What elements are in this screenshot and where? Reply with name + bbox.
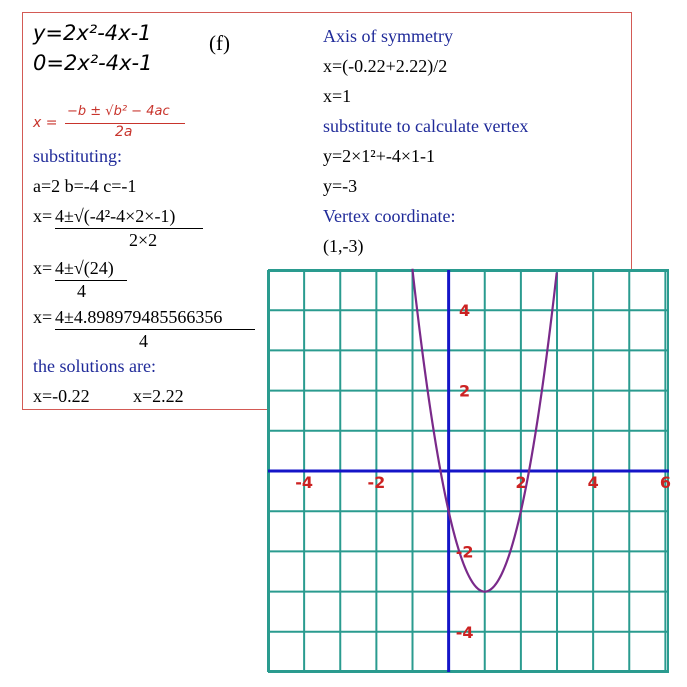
x-tick-label: -2 bbox=[367, 473, 386, 492]
axis-symmetry-label: Axis of symmetry bbox=[323, 26, 453, 46]
x-tick-label: 6 bbox=[659, 473, 671, 492]
vertex-coordinate-label: Vertex coordinate: bbox=[323, 206, 456, 226]
substituting-label: substituting: bbox=[33, 146, 123, 166]
step3-prefix: x= bbox=[33, 307, 53, 327]
step2-prefix: x= bbox=[33, 258, 53, 278]
vertex-coordinate: (1,-3) bbox=[323, 236, 364, 256]
solutions-label: the solutions are: bbox=[33, 356, 156, 376]
y-tick-label: -4 bbox=[455, 622, 474, 642]
parabola-graph bbox=[268, 270, 669, 672]
equation-zero: 0=2x²-4x-1 bbox=[33, 51, 153, 75]
step1-denominator: 2×2 bbox=[129, 230, 158, 250]
y-tick-label: 2 bbox=[459, 381, 471, 401]
vertex-calc-label: substitute to calculate vertex bbox=[323, 116, 529, 136]
step2-fraction-bar bbox=[55, 280, 127, 281]
step1-fraction-bar bbox=[55, 228, 203, 229]
step3-denominator: 4 bbox=[139, 331, 148, 351]
solution-1: x=-0.22 bbox=[33, 386, 90, 406]
x-tick-label: 4 bbox=[587, 473, 599, 492]
problem-label: (f) bbox=[209, 31, 230, 55]
axis-symmetry-calc: x=(-0.22+2.22)/2 bbox=[323, 56, 448, 76]
formula-denominator: 2a bbox=[115, 124, 133, 140]
x-tick-label: 2 bbox=[515, 473, 527, 492]
axis-symmetry-value: x=1 bbox=[323, 86, 352, 106]
step1-prefix: x= bbox=[33, 206, 53, 226]
step3-numerator: 4±4.898979485566356 bbox=[55, 307, 223, 327]
step2-denominator: 4 bbox=[77, 281, 86, 301]
coefficients: a=2 b=-4 c=-1 bbox=[33, 176, 137, 196]
y-tick-label: 4 bbox=[459, 301, 471, 321]
formula-lhs: x = bbox=[33, 115, 58, 131]
step3-fraction-bar bbox=[55, 329, 255, 330]
x-tick-label: -4 bbox=[295, 473, 314, 492]
y-tick-label: -2 bbox=[455, 542, 474, 562]
step1-numerator: 4±√(-4²-4×2×-1) bbox=[55, 206, 176, 226]
vertex-y-calc: y=2×1²+-4×1-1 bbox=[323, 146, 435, 166]
graph-svg bbox=[268, 270, 669, 672]
step2-numerator: 4±√(24) bbox=[55, 258, 114, 278]
solution-2: x=2.22 bbox=[133, 386, 184, 406]
equation-original: y=2x²-4x-1 bbox=[33, 21, 152, 45]
formula-numerator: −b ± √b² − 4ac bbox=[67, 104, 170, 119]
vertex-y-value: y=-3 bbox=[323, 176, 358, 196]
